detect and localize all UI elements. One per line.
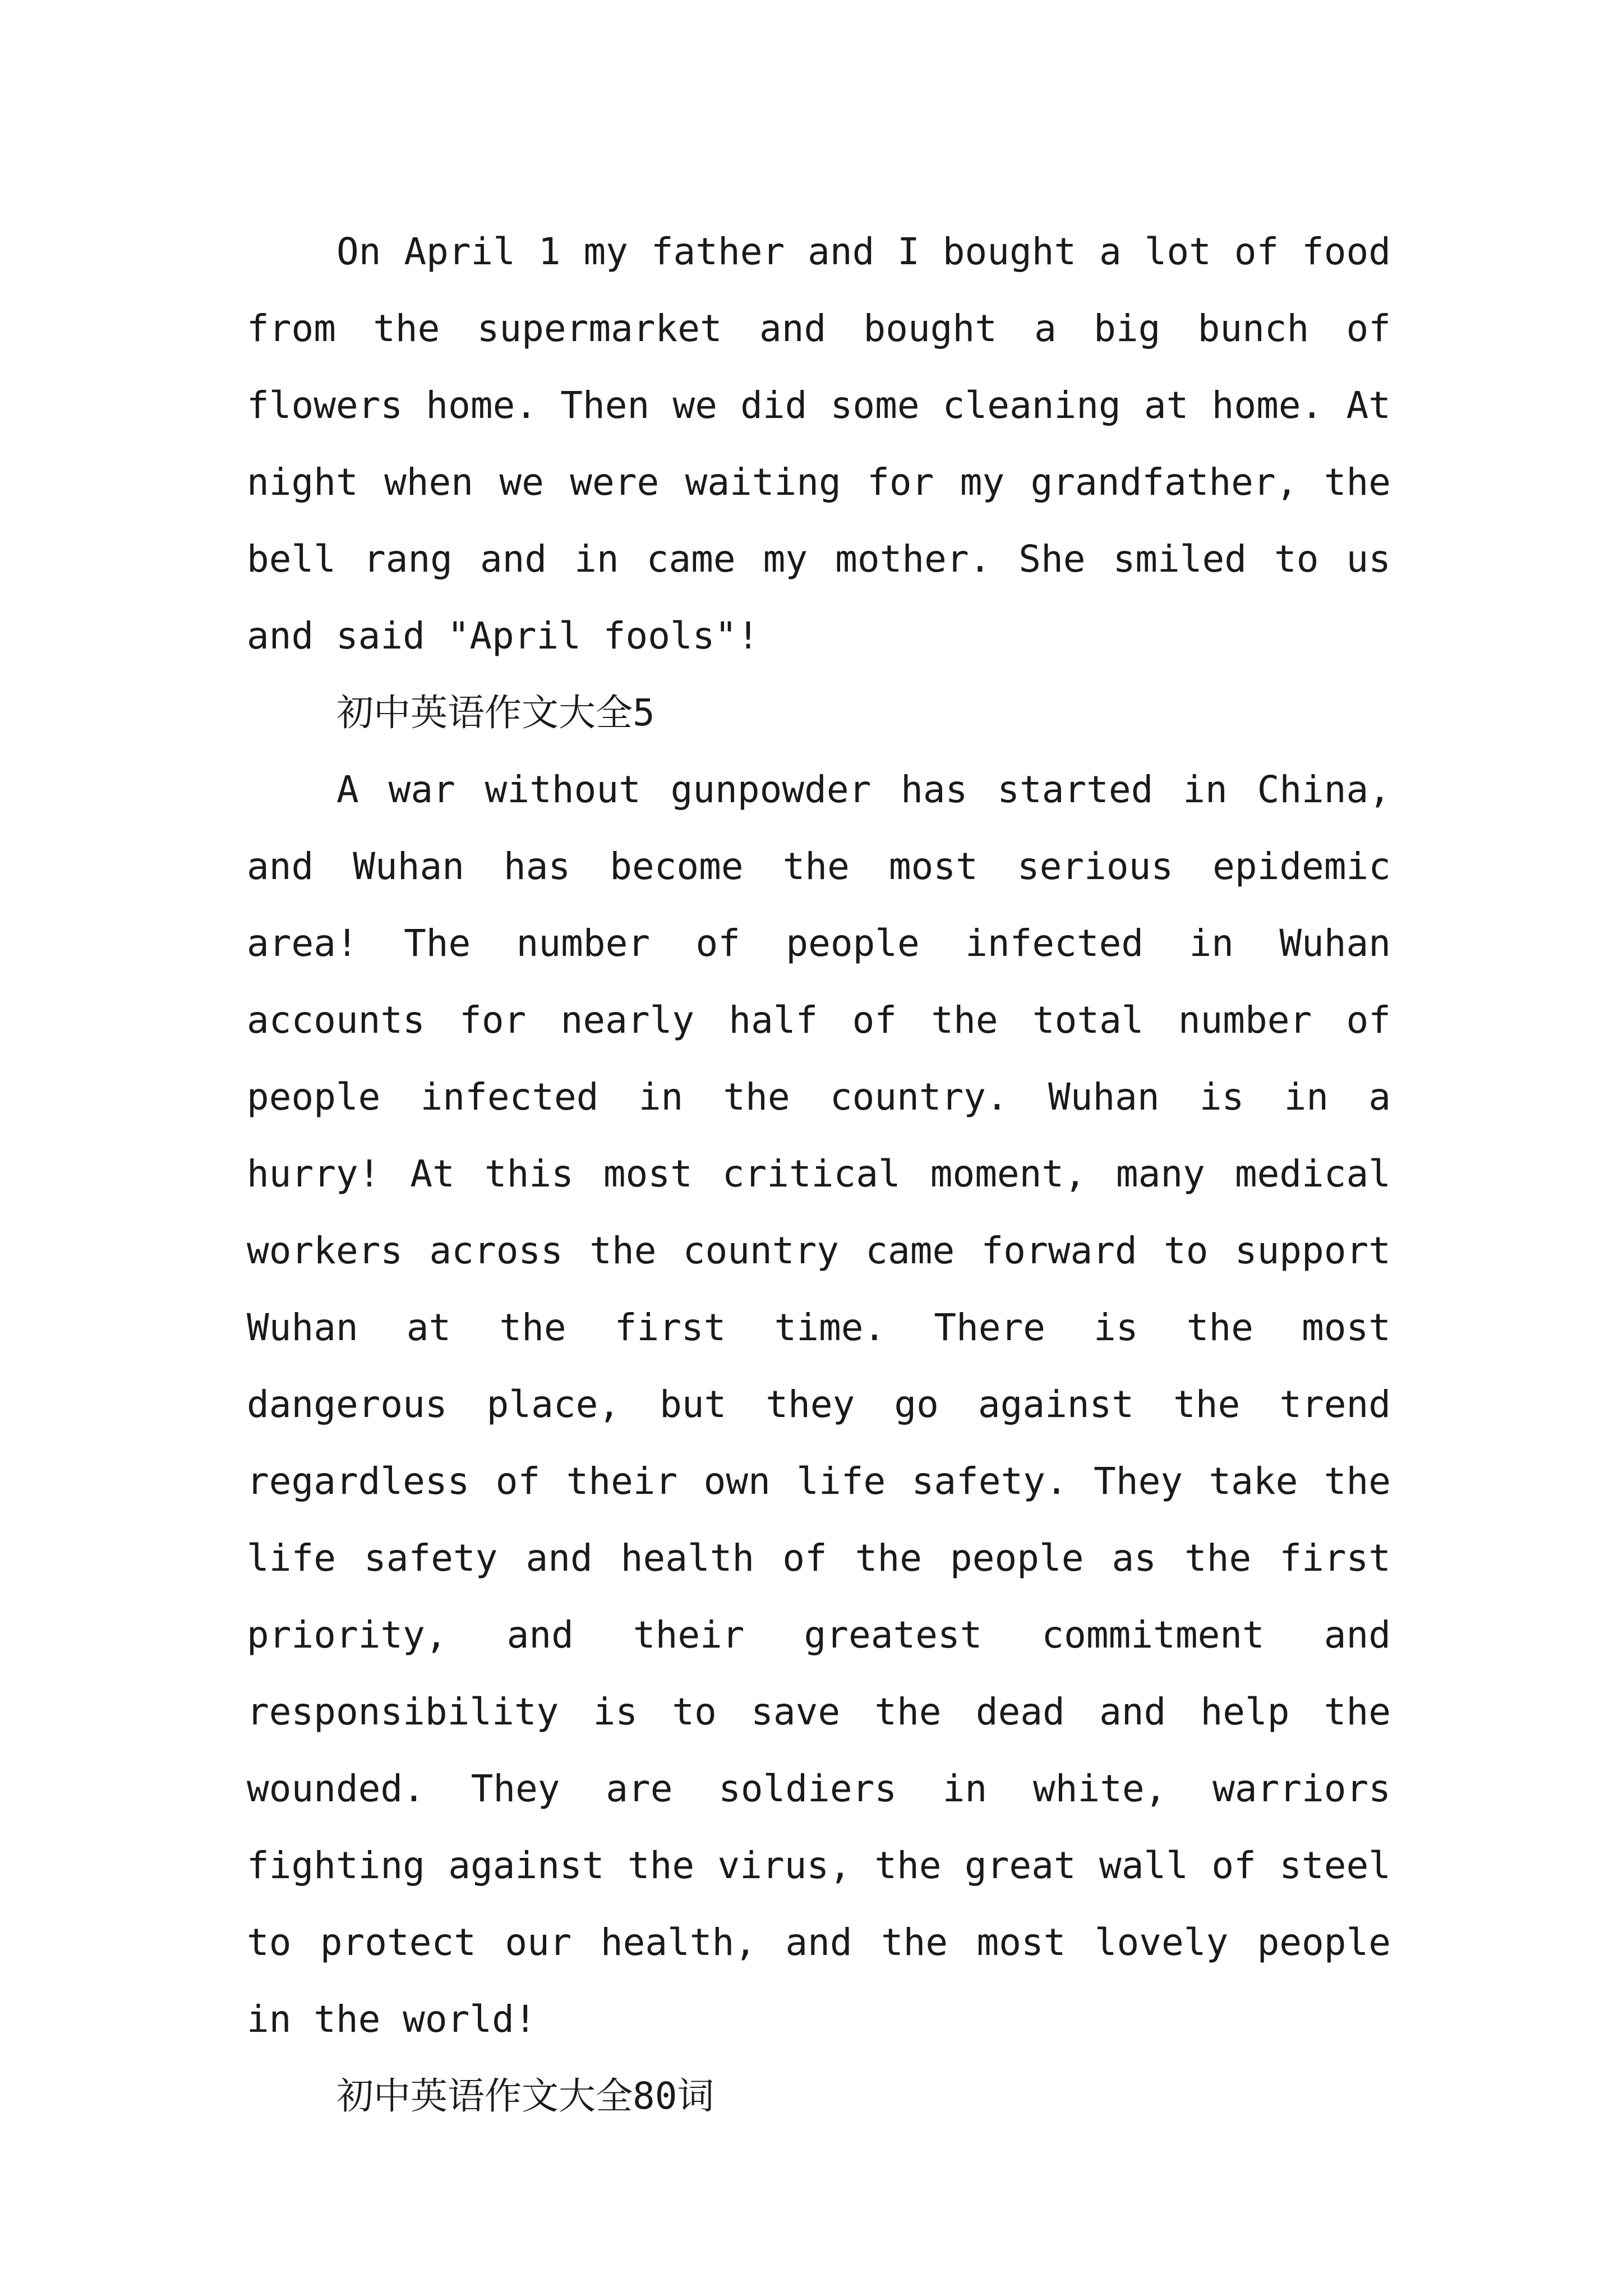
document-body bbox=[247, 213, 1391, 2134]
section-heading-5: 初中英语作文大全5 bbox=[336, 691, 655, 734]
paragraph-wuhan: A war without gunpowder has started in China, and Wuhan has become the most serious epidemic area! The number of people infected in Wuhan accounts for nearly half of the total number of people infected in the country. Wuhan is in a hurry! At this most critical moment, many medical workers across the country came forward to support Wuhan at the first time. There is the most dangerous place, but they go against the trend regardless of their own life safety. They take the life safety and health of the people as the first priority, and their greatest commitment and responsibility is to save the dead and help the wounded. They are soldiers in white, warriors fighting against the virus, the great wall of steel to protect our health, and the most lovely people in the world! bbox=[247, 768, 1391, 2041]
paragraph-april-fools: On April 1 my father and I bought a lot of food from the supermarket and bought a big bunch of flowers home. Then we did some cleaning at home. At night when we were waiting for my grandfather, the bell rang and in came my mother. She smiled to us and said "April fools"! bbox=[247, 230, 1391, 657]
section-heading-80-words: 初中英语作文大全80词 bbox=[336, 2074, 714, 2118]
